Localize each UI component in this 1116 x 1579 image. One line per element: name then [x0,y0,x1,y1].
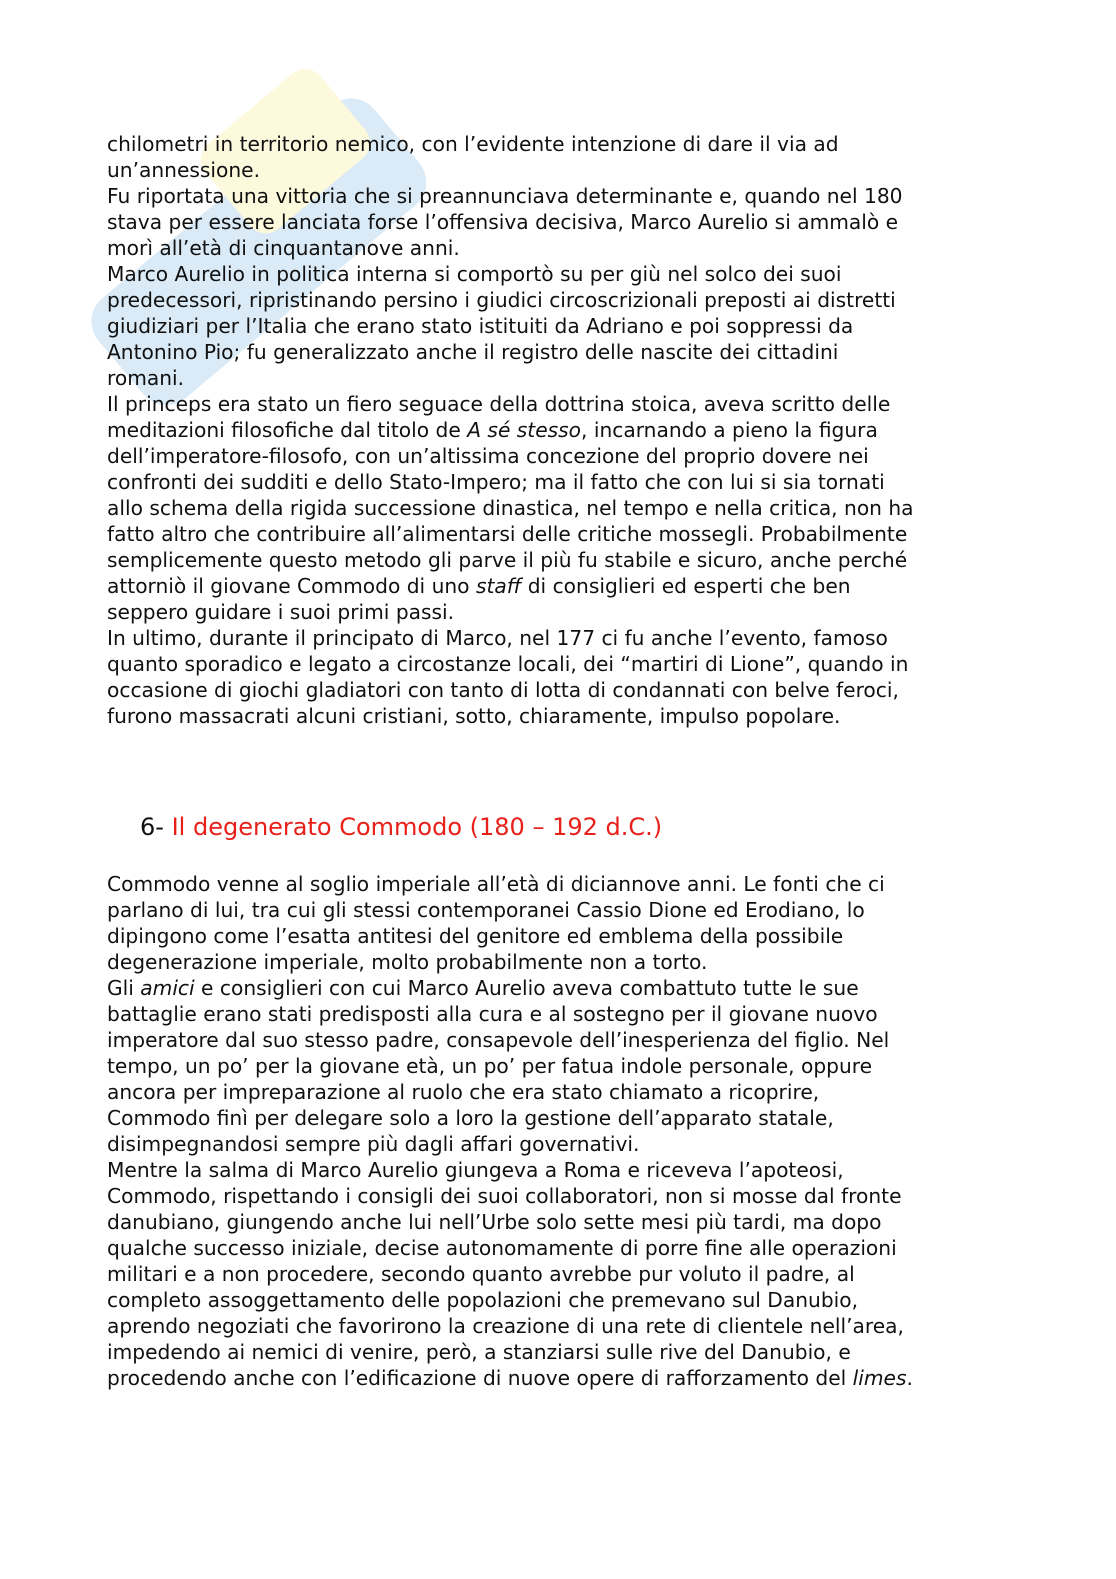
text-segment: dell’imperatore-filosofo, con un’altissima concezione del proprio dovere nei [107,444,869,468]
section1-line [107,209,1007,235]
section2-line [107,1105,1007,1131]
text-segment: di consiglieri ed esperti che ben [521,574,851,598]
text-segment: attorniò il giovane Commodo di uno [107,574,476,598]
text-segment: occasione di giochi gladiatori con tanto di lotta di condannati con belve feroci, [107,678,899,702]
section2-line [107,1079,1007,1105]
section-2-paragraph [107,871,1007,1391]
text-segment: qualche successo iniziale, decise autonomamente di porre fine alle operazioni [107,1236,897,1260]
section1-line [107,677,1007,703]
heading-title: Il degenerato Commodo (180 – 192 d.C.) [171,813,663,841]
text-segment: meditazioni filosofiche dal titolo de [107,418,468,442]
section2-line [107,1365,1007,1391]
section2-line [107,1235,1007,1261]
section1-line [107,261,1007,287]
section-2 [107,871,1007,1391]
text-segment: Commodo venne al soglio imperiale all’età di diciannove anni. Le fonti che ci [107,872,885,896]
text-segment: danubiano, giungendo anche lui nell’Urbe solo sette mesi più tardi, ma dopo [107,1210,882,1234]
text-segment: aprendo negoziati che favorirono la creazione di una rete di clientele nell’area, [107,1314,904,1338]
section2-line [107,923,1007,949]
text-segment: parlano di lui, tra cui gli stessi contemporanei Cassio Dione ed Erodiano, lo [107,898,865,922]
text-segment: , incarnando a pieno la figura [581,418,878,442]
text-segment: quanto sporadico e legato a circostanze locali, dei “martiri di Lione”, quando in [107,652,909,676]
text-segment: militari e a non procedere, secondo quanto avrebbe pur voluto il padre, al [107,1262,855,1286]
text-segment: Marco Aurelio in politica interna si comportò su per giù nel solco dei suoi [107,262,842,286]
section2-line [107,1339,1007,1365]
italic-text: amici [140,976,195,1000]
text-segment: impedendo ai nemici di venire, però, a stanziarsi sulle rive del Danubio, e [107,1340,851,1364]
section1-line [107,391,1007,417]
section2-line [107,1027,1007,1053]
text-segment: dipingono come l’esatta antitesi del genitore ed emblema della possibile [107,924,844,948]
section1-line [107,625,1007,651]
text-segment: Commodo, rispettando i consigli dei suoi collaboratori, non si mosse dal fronte [107,1184,902,1208]
text-segment: giudiziari per l’Italia che erano stato istituiti da Adriano e poi soppressi da [107,314,854,338]
text-segment: . [906,1366,913,1390]
text-segment: stava per essere lanciata forse l’offensiva decisiva, Marco Aurelio si ammalò e [107,210,899,234]
section1-line [107,521,1007,547]
text-segment: chilometri in territorio nemico, con l’evidente intenzione di dare il via ad [107,132,839,156]
text-segment: confronti dei sudditi e dello Stato-Impero; ma il fatto che con lui si sia tornati [107,470,885,494]
text-segment: furono massacrati alcuni cristiani, sotto, chiaramente, impulso popolare. [107,704,841,728]
section2-line [107,975,1007,1001]
section1-line [107,703,1007,729]
text-segment: Gli [107,976,141,1000]
section1-line [107,651,1007,677]
italic-text: limes [852,1366,907,1390]
text-segment: ancora per impreparazione al ruolo che era stato chiamato a ricoprire, [107,1080,820,1104]
section1-line [107,339,1007,365]
section1-line [107,157,1007,183]
section1-line [107,417,1007,443]
text-segment: un’annessione. [107,158,261,182]
section1-line [107,287,1007,313]
text-segment: disimpegnandosi sempre più dagli affari governativi. [107,1132,640,1156]
text-segment: In ultimo, durante il principato di Marco, nel 177 ci fu anche l’evento, famoso [107,626,888,650]
section2-line [107,1001,1007,1027]
section1-line [107,365,1007,391]
section2-line [107,1183,1007,1209]
section2-line [107,871,1007,897]
section1-line [107,573,1007,599]
section2-line [107,1157,1007,1183]
section2-line [107,1261,1007,1287]
section1-line [107,313,1007,339]
section1-line [107,131,1007,157]
italic-text: A sé stesso [467,418,582,442]
section-heading [140,812,662,842]
italic-text: staff [475,574,522,598]
text-segment: degenerazione imperiale, molto probabilmente non a torto. [107,950,708,974]
text-segment: completo assoggettamento delle popolazioni che premevano sul Danubio, [107,1288,859,1312]
section2-line [107,1287,1007,1313]
text-segment: seppero guidare i suoi primi passi. [107,600,455,624]
text-segment: Il princeps era stato un fiero seguace della dottrina stoica, aveva scritto delle [107,392,891,416]
section1-line [107,495,1007,521]
section1-line [107,469,1007,495]
section1-line [107,443,1007,469]
text-segment: fatto altro che contribuire all’alimentarsi delle critiche mossegli. Probabilmente [107,522,908,546]
heading-number: 6- [140,813,164,841]
section2-line [107,1053,1007,1079]
text-segment: semplicemente questo metodo gli parve il più fu stabile e sicuro, anche perché [107,548,908,572]
text-segment: Antonino Pio; fu generalizzato anche il registro delle nascite dei cittadini [107,340,839,364]
text-segment: procedendo anche con l’edificazione di nuove opere di rafforzamento del [107,1366,853,1390]
section1-line [107,183,1007,209]
text-segment: Fu riportata una vittoria che si preannunciava determinante e, quando nel 180 [107,184,903,208]
section2-line [107,1209,1007,1235]
text-segment: Commodo finì per delegare solo a loro la gestione dell’apparato statale, [107,1106,834,1130]
section1-line [107,235,1007,261]
section-1-paragraph [107,131,1007,729]
section2-line [107,1131,1007,1157]
text-segment: Mentre la salma di Marco Aurelio giungeva a Roma e riceveva l’apoteosi, [107,1158,844,1182]
section2-line [107,949,1007,975]
section1-line [107,547,1007,573]
section2-line [107,897,1007,923]
section-1 [107,131,1007,729]
text-segment: battaglie erano stati predisposti alla cura e al sostegno per il giovane nuovo [107,1002,878,1026]
text-segment: allo schema della rigida successione dinastica, nel tempo e nella critica, non ha [107,496,914,520]
section1-line [107,599,1007,625]
text-segment: predecessori, ripristinando persino i giudici circoscrizionali preposti ai distretti [107,288,896,312]
text-segment: e consiglieri con cui Marco Aurelio aveva combattuto tutte le sue [194,976,859,1000]
section2-line [107,1313,1007,1339]
text-segment: romani. [107,366,185,390]
text-segment: tempo, un po’ per la giovane età, un po’ per fatua indole personale, oppure [107,1054,873,1078]
text-segment: morì all’età di cinquantanove anni. [107,236,460,260]
text-segment: imperatore dal suo stesso padre, consapevole dell’inesperienza del figlio. Nel [107,1028,890,1052]
